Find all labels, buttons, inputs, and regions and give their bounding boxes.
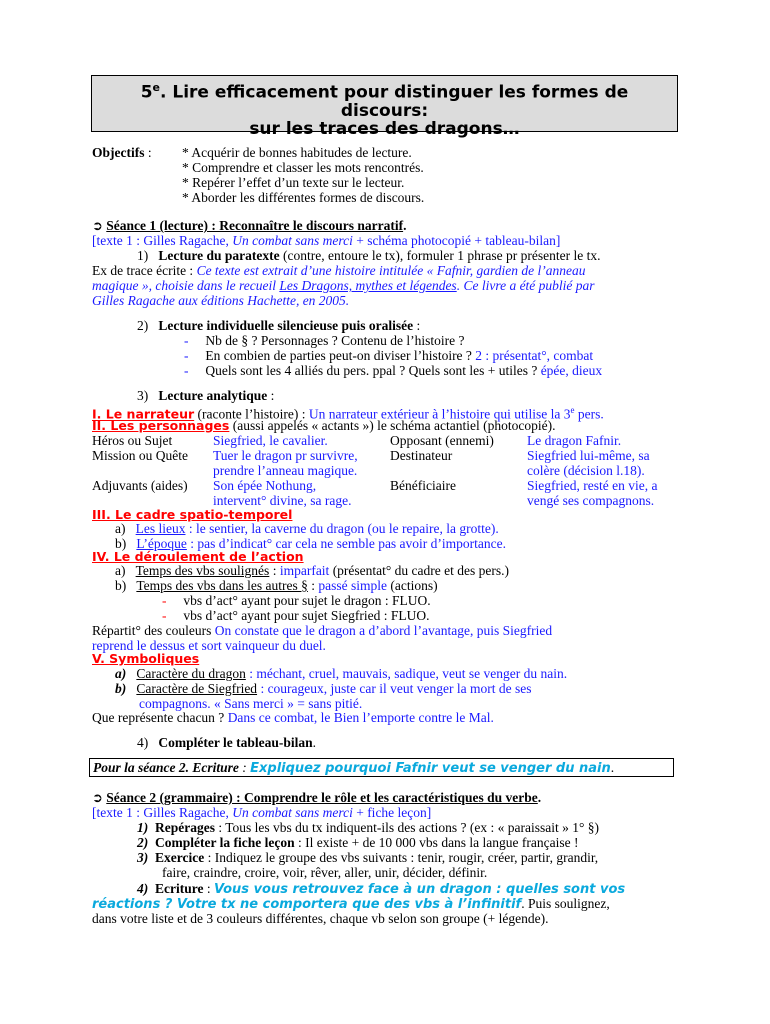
step2-item: - En combien de parties peut-on diviser l’histoire ? 2 : présentat°, combat [184, 348, 594, 363]
seance2-step3-cont: faire, craindre, croire, voir, rêver, aller, unir, décider, définir. [162, 865, 488, 880]
title-line-3: sur les traces des dragons… [249, 118, 520, 139]
symb-b-cont: compagnons. « Sans merci » = sans pitié. [139, 696, 363, 711]
objective-item: * Aborder les différentes formes de discours. [182, 190, 425, 205]
repartition-line: Répartit° des couleurs On constate que le dragon a d’abord l’avantage, puis Siegfried [92, 623, 553, 638]
cadre-heading: III. Le cadre spatio-temporel [92, 507, 293, 522]
symboliques-heading: V. Symboliques [92, 651, 200, 666]
trace-line-1: Ex de trace écrite : Ce texte est extrait d’une histoire intitulée « Fafnir, gardien de l’anneau [92, 263, 586, 278]
mission-value: Tuer le dragon pr survivre, [213, 448, 358, 463]
step2-item: - Quels sont les 4 alliés du pers. ppal ? Quels sont les + utiles ? épée, dieux [184, 363, 603, 378]
cadre-b: b) L’époque : pas d’indicat° car cela ne semble pas avoir d’importance. [115, 536, 507, 551]
action-a: a) Temps des vbs soulignés : imparfait (présentat° du cadre et des pers.) [115, 563, 510, 578]
narrateur-line: I. Le narrateur (raconte l’histoire) : Un narrateur extérieur à l’histoire qui utilise la 3e pers. [92, 405, 604, 422]
symb-b: b) Caractère de Siegfried : courageux, juste car il veut venger la mort de ses [115, 681, 532, 696]
beneficiaire-value: Siegfried, resté en vie, a [527, 478, 658, 493]
opposant-label: Opposant (ennemi) [390, 433, 494, 448]
beneficiaire-value: vengé ses compagnons. [527, 493, 655, 508]
opposant-value: Le dragon Fafnir. [527, 433, 622, 448]
seance2-step4-last: dans votre liste et de 3 couleurs différentes, chaque vb selon son groupe (+ légende). [92, 911, 549, 926]
seance2-texte: [texte 1 : Gilles Ragache, Un combat sans merci + fiche leçon] [92, 805, 432, 820]
seance2-step4: 4) Ecriture : Vous vous retrouvez face à un dragon : quelles sont vos [137, 881, 626, 897]
adjuvants-value: intervent° divine, sa rage. [213, 493, 352, 508]
arrow-icon: ➲ [92, 219, 103, 234]
seance1-step4: 4) Compléter le tableau-bilan. [137, 735, 316, 750]
objective-item: * Comprendre et classer les mots rencontrés. [182, 160, 424, 175]
seance1-heading: ➲ Séance 1 (lecture) : Reconnaître le discours narratif. [92, 218, 407, 234]
action-b: b) Temps des vbs dans les autres § : passé simple (actions) [115, 578, 438, 593]
question-line: Que représente chacun ? Dans ce combat, le Bien l’emporte contre le Mal. [92, 710, 494, 725]
destinateur-value: Siegfried lui-même, sa [527, 448, 650, 463]
objective-item: * Acquérir de bonnes habitudes de lecture. [182, 145, 412, 160]
seance1-step1: 1) Lecture du paratexte (contre, entoure le tx), formuler 1 phrase pr présenter le tx. [137, 248, 601, 263]
objective-item: * Repérer l’effet d’un texte sur le lecteur. [182, 175, 405, 190]
trace-line-2: magique », choisie dans le recueil Les Dragons, mythes et légendes. Ce livre a été publié par [92, 278, 595, 293]
seance1-texte: [texte 1 : Gilles Ragache, Un combat sans merci + schéma photocopié + tableau-bilan] [92, 233, 561, 248]
destinateur-value: colère (décision l.18). [527, 463, 645, 478]
seance2-step: 2) Compléter la fiche leçon : Il existe + de 10 000 vbs dans la langue française ! [137, 835, 579, 850]
trace-line-3: Gilles Ragache aux éditions Hachette, en 2005. [92, 293, 350, 308]
seance2-step: 3) Exercice : Indiquez le groupe des vbs suivants : tenir, rougir, créer, partir, grandir, [137, 850, 599, 865]
adjuvants-label: Adjuvants (aides) [92, 478, 188, 493]
repartition-line-2: reprend le dessus et sort vainqueur du duel. [92, 638, 326, 653]
action-heading: IV. Le déroulement de l’action [92, 549, 304, 564]
adjuvants-value: Son épée Nothung, [213, 478, 317, 493]
seance1-step2: 2) Lecture individuelle silencieuse puis oralisée : [137, 318, 421, 333]
heros-label: Héros ou Sujet [92, 433, 173, 448]
action-sub-item: - vbs d’act° ayant pour sujet Siegfried : FLUO. [162, 608, 430, 623]
mission-value: prendre l’anneau magique. [213, 463, 358, 478]
symb-a: a) Caractère du dragon : méchant, cruel, mauvais, sadique, veut se venger du nain. [115, 666, 568, 681]
title-line-1: 5e. Lire efficacement pour distinguer les formes de [140, 81, 629, 103]
arrow-icon: ➲ [92, 791, 103, 806]
seance2-step: 1) Repérages : Tous les vbs du tx indiquent-ils des actions ? (ex : « paraissait » 1° §) [137, 820, 600, 835]
seance2-heading: ➲ Séance 2 (grammaire) : Comprendre le rôle et les caractéristiques du verbe. [92, 790, 542, 806]
beneficiaire-label: Bénéficiaire [390, 478, 456, 493]
destinateur-label: Destinateur [390, 448, 453, 463]
personnages-line: II. Les personnages (aussi appelés « actants ») le schéma actantiel (photocopié). [92, 418, 556, 433]
cadre-a: a) Les lieux : le sentier, la caverne du dragon (ou le repaire, la grotte). [115, 521, 499, 536]
title-line-2: discours: [340, 100, 429, 121]
writing-assignment-box: Pour la séance 2. Ecriture : Expliquez pourquoi Fafnir veut se venger du nain. [89, 758, 674, 777]
title-box [91, 75, 678, 139]
objectives-label: Objectifs : [92, 145, 152, 160]
seance1-step3: 3) Lecture analytique : [137, 388, 275, 403]
step2-item: - Nb de § ? Personnages ? Contenu de l’histoire ? [184, 333, 465, 348]
action-sub-item: - vbs d’act° ayant pour sujet le dragon : FLUO. [162, 593, 431, 608]
mission-label: Mission ou Quête [92, 448, 188, 463]
heros-value: Siegfried, le cavalier. [213, 433, 328, 448]
seance2-step4-cont: réactions ? Votre tx ne comportera que des vbs à l’infinitif. Puis soulignez, [92, 896, 610, 912]
